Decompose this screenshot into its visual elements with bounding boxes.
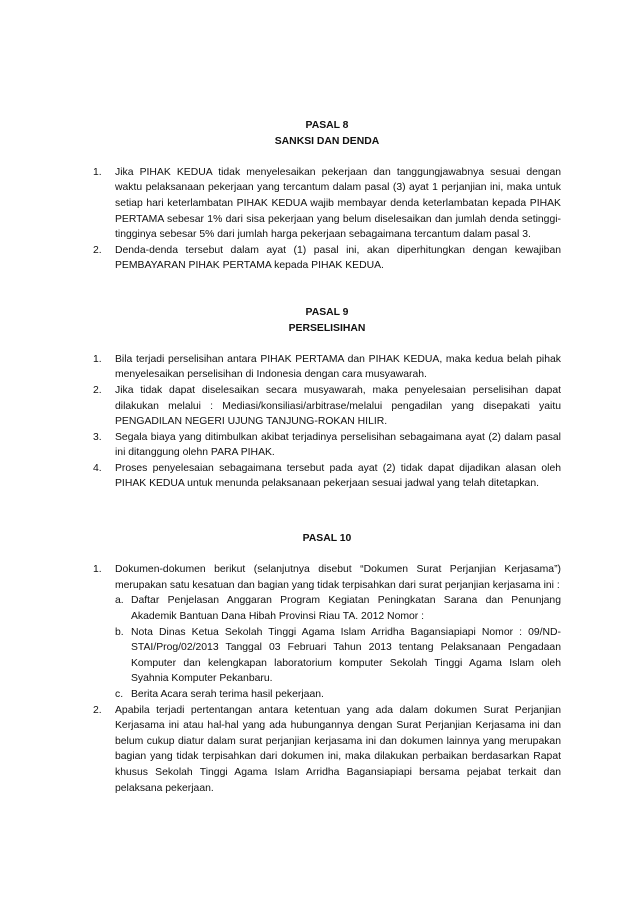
- sub-item-letter: a.: [115, 595, 124, 607]
- item-text: Apabila terjadi pertentangan antara ketentuan yang ada dalam dokumen Surat Perjanjian Kerjasama ini atau hal-hal yang ada hubungannya dengan Surat Perjanjian Kerjasama ini dan belum cukup diatur dalam surat perjanjian kerjasama ini dan dokumen lainnya yang merupakan bagian yang tidak terpisahkan dari dokumen ini, maka dilakukan perbaikan berdasarkan Rapat khusus Sekolah Tinggi Agama Islam Arridha Bagansiapiapi bersama pejabat terkait dan pelaksana pekerjaan.: [115, 704, 561, 794]
- pasal-8-subtitle: SANKSI DAN DENDA: [274, 135, 380, 147]
- sub-list-item: [115, 687, 561, 703]
- list-item: [93, 562, 561, 702]
- list-item: [93, 383, 561, 430]
- item-text: Dokumen-dokumen berikut (selanjutnya disebut “Dokumen Surat Perjanjian Kerjasama”) merupakan satu kesatuan dan bagian yang tidak terpisahkan dari surat perjanjian kerjasama ini :: [115, 564, 561, 591]
- item-text: Jika tidak dapat diselesaikan secara musyawarah, maka penyelesaian perselisihan dapat dilakukan melalui : Mediasi/konsiliasi/arbitrase/melalui pengadilan yang disepakati yaitu PENGADILAN NEGERI UJUNG TANJUNG-ROKAN HILIR.: [115, 384, 561, 428]
- item-number: 1.: [93, 353, 102, 365]
- item-number: 2.: [93, 704, 102, 716]
- sub-item-letter: b.: [115, 626, 124, 638]
- item-text: Bila terjadi perselisihan antara PIHAK PERTAMA dan PIHAK KEDUA, maka kedua belah pihak menyelesaikan perselisihan di Indonesia dengan cara musyawarah.: [115, 353, 561, 381]
- sub-list-item: [115, 625, 561, 687]
- list-item: [93, 430, 561, 461]
- sub-item-letter: c.: [115, 689, 124, 700]
- item-number: 1.: [93, 564, 102, 576]
- pasal-8-list: [93, 165, 561, 274]
- list-item: [93, 243, 561, 274]
- sub-item-text: Daftar Penjelasan Anggaran Program Kegiatan Peningkatan Sarana dan Penunjang Akademik Bantuan Dana Hibah Provinsi Riau TA. 2012 Nomor :: [131, 595, 561, 623]
- list-item: [93, 703, 561, 797]
- list-item: [93, 165, 561, 243]
- sub-list-item: [115, 593, 561, 624]
- item-text: Jika PIHAK KEDUA tidak menyelesaikan pekerjaan dan tanggungjawabnya sesuai dengan waktu pelaksanaan pekerjaan yang tercantum dalam pasal (3) ayat 1 perjanjian ini, maka untuk setiap hari keterlambatan PIHAK KEDUA wajib membayar denda keterlambatan kepada PIHAK PERTAMA sebesar 1% dari sisa pekerjaan yang belum diselesaikan dan jumlah denda setinggi-tingginya sebesar 5% dari jumlah harga pekerjaan sebagaimana tercantum dalam pasal 3.: [115, 166, 561, 241]
- pasal-10-list: [93, 562, 561, 796]
- pasal-9-section: [93, 305, 561, 492]
- item-number: 2.: [93, 244, 102, 256]
- pasal-9-title: PASAL 9: [305, 306, 349, 318]
- pasal-8-title: PASAL 8: [305, 120, 349, 131]
- pasal-9-list: [93, 352, 561, 492]
- item-number: 1.: [93, 166, 102, 178]
- item-text: Proses penyelesaian sebagaimana tersebut pada ayat (2) tidak dapat dijadikan alasan oleh PIHAK KEDUA untuk menunda pelaksanaan pekerjaan sesuai jadwal yang telah ditetapkan.: [115, 462, 561, 490]
- pasal-8-section: [93, 118, 561, 274]
- pasal-10-title: PASAL 10: [302, 533, 352, 545]
- item-number: 4.: [93, 462, 102, 474]
- list-item: [93, 352, 561, 383]
- document-content: [93, 118, 561, 796]
- item-text: Segala biaya yang ditimbulkan akibat terjadinya perselisihan sebagaimana ayat (2) dalam pasal ini ditanggung olehn PARA PIHAK.: [115, 431, 561, 459]
- pasal-10-sublist: [115, 593, 561, 702]
- list-item: [93, 461, 561, 492]
- item-text: Denda-denda tersebut dalam ayat (1) pasal ini, akan diperhitungkan dengan kewajiban PEMBAYARAN PIHAK PERTAMA kepada PIHAK KEDUA.: [115, 244, 561, 272]
- pasal-10-section: [93, 531, 561, 796]
- sub-item-text: Berita Acara serah terima hasil pekerjaan.: [131, 689, 324, 700]
- item-number: 3.: [93, 431, 102, 443]
- pasal-9-subtitle: PERSELISIHAN: [288, 322, 366, 334]
- item-number: 2.: [93, 384, 102, 396]
- sub-item-text: Nota Dinas Ketua Sekolah Tinggi Agama Islam Arridha Bagansiapiapi Nomor : 09/ND-STAI/Prog/02/2013 Tanggal 03 Februari Tahun 2013 tentang Pelaksanaan Pengadaan Komputer dan kelengkapan laboratorium komputer Sekolah Tinggi Agama Islam oleh Syahnia Komputer Pekanbaru.: [131, 626, 561, 685]
